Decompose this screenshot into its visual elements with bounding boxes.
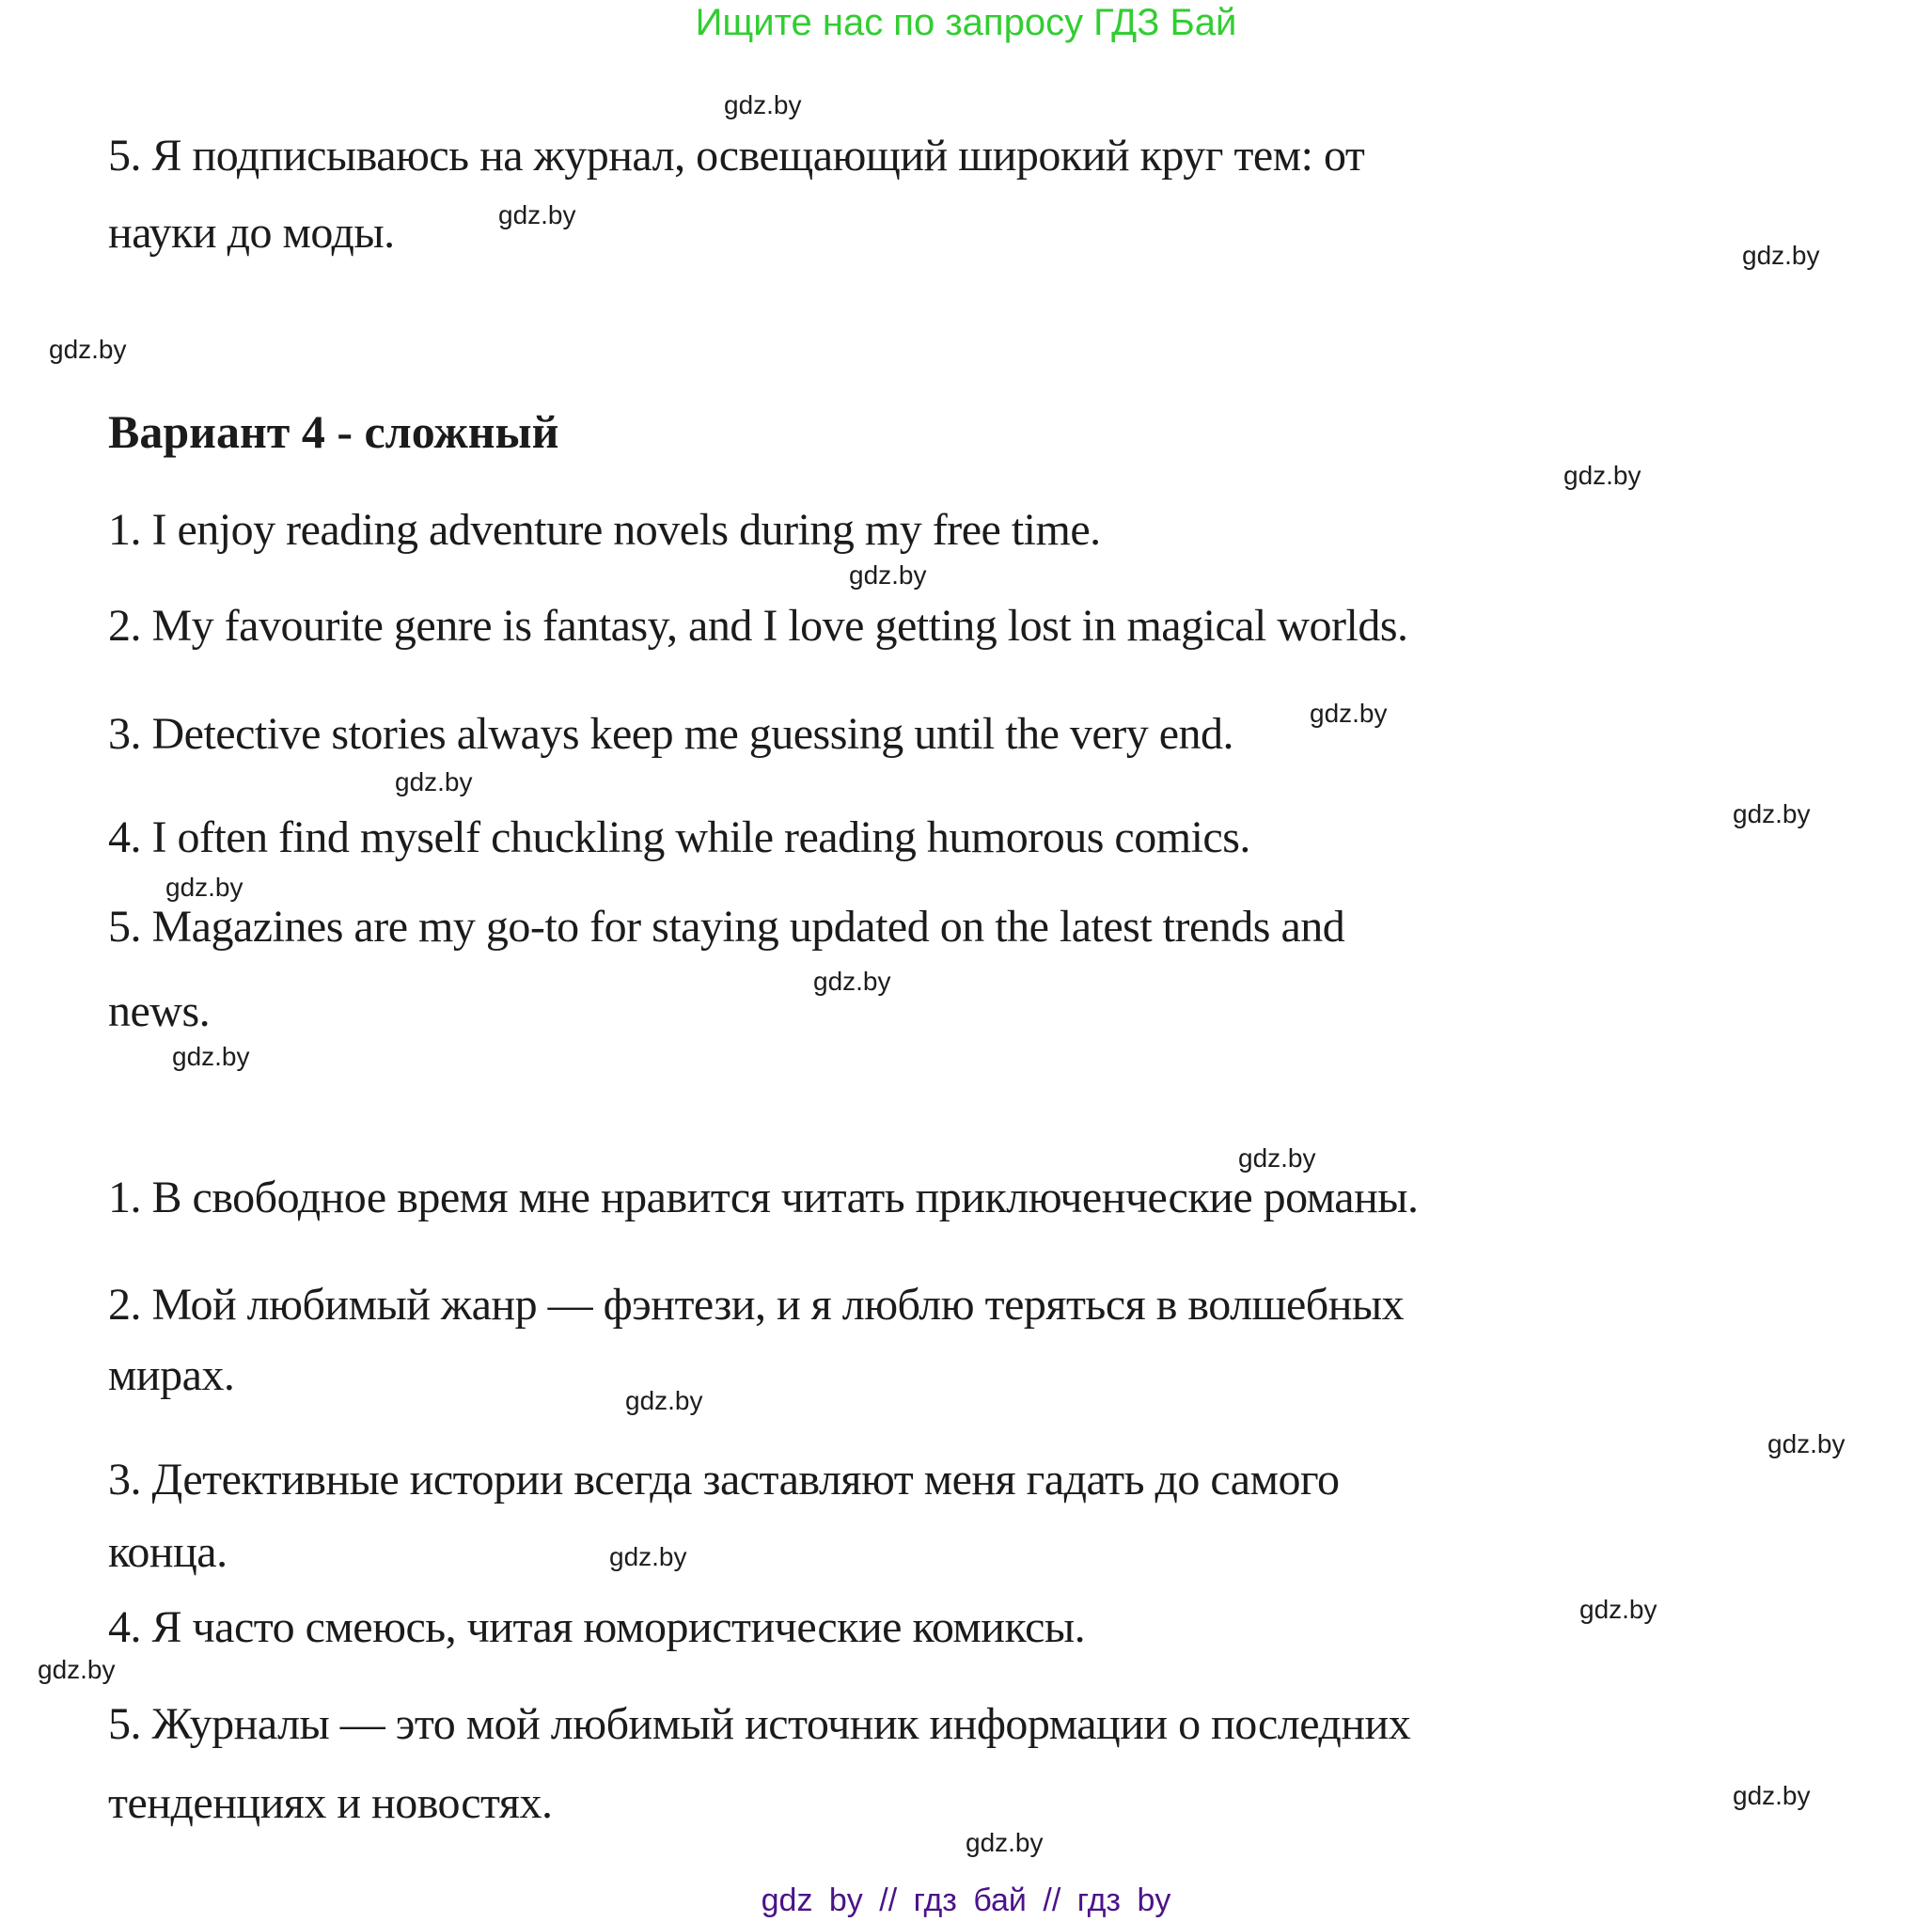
russian-sentence-line: тенденциях и новостях. — [108, 1778, 553, 1828]
gdz-watermark: gdz.by — [849, 560, 927, 590]
russian-sentence-line: 2. Мой любимый жанр — фэнтези, и я люблю теряться в волшебных — [108, 1280, 1405, 1330]
english-sentence-line: news. — [108, 986, 211, 1036]
gdz-watermark: gdz.by — [1733, 799, 1811, 828]
russian-sentence-line: 4. Я часто смеюсь, читая юмористические комиксы. — [108, 1602, 1086, 1652]
english-sentence-line: 1. I enjoy reading adventure novels during my free time. — [108, 505, 1101, 555]
russian-sentence-line: 5. Журналы — это мой любимый источник информации о последних — [108, 1699, 1411, 1749]
russian-sentence-line: конца. — [108, 1527, 228, 1577]
gdz-watermark: gdz.by — [1238, 1143, 1316, 1173]
gdz-watermark: gdz.by — [1563, 461, 1641, 490]
russian-sentence-line: 1. В свободное время мне нравится читать приключенческие романы. — [108, 1173, 1419, 1222]
gdz-watermark: gdz.by — [38, 1655, 116, 1684]
gdz-watermark: gdz.by — [1767, 1429, 1846, 1458]
gdz-watermark: gdz.by — [966, 1828, 1044, 1857]
intro-line: науки до моды. — [108, 208, 395, 258]
gdz-watermark: gdz.by — [724, 90, 802, 119]
promo-banner: Ищите нас по запросу ГДЗ Бай — [695, 2, 1237, 43]
gdz-watermark: gdz.by — [498, 200, 576, 229]
gdz-watermark: gdz.by — [609, 1542, 687, 1571]
russian-sentence-line: 3. Детективные истории всегда заставляют меня гадать до самого — [108, 1455, 1340, 1505]
gdz-watermark: gdz.by — [165, 873, 243, 902]
english-sentence-line: 4. I often find myself chuckling while reading humorous comics. — [108, 812, 1250, 862]
gdz-watermark: gdz.by — [1742, 241, 1820, 270]
russian-sentence-line: мирах. — [108, 1350, 235, 1400]
english-sentence-line: 3. Detective stories always keep me guessing until the very end. — [108, 709, 1233, 759]
english-sentence-line: 2. My favourite genre is fantasy, and I love getting lost in magical worlds. — [108, 601, 1408, 651]
gdz-watermark: gdz.by — [49, 335, 127, 364]
gdz-watermark: gdz.by — [625, 1386, 703, 1415]
gdz-watermark: gdz.by — [1579, 1595, 1657, 1624]
intro-line: 5. Я подписываюсь на журнал, освещающий широкий круг тем: от — [108, 131, 1365, 181]
gdz-watermark: gdz.by — [1733, 1781, 1811, 1810]
gdz-watermark: gdz.by — [172, 1042, 250, 1071]
english-sentence-line: 5. Magazines are my go-to for staying updated on the latest trends and — [108, 902, 1345, 952]
gdz-watermark: gdz.by — [813, 967, 891, 996]
gdz-watermark: gdz.by — [1310, 699, 1388, 728]
section-heading: Вариант 4 - сложный — [108, 405, 559, 458]
footer-links: gdz by // гдз бай // гдз by — [761, 1883, 1171, 1918]
gdz-watermark: gdz.by — [395, 767, 473, 796]
